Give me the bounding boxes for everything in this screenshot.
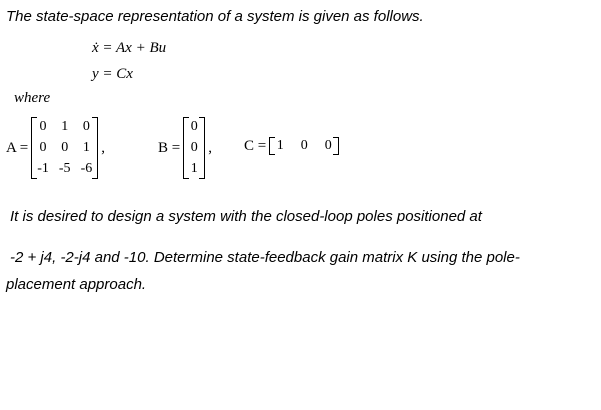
state-equation: ẋ = Ax + Bu xyxy=(92,40,167,56)
matrix-c-label: C = xyxy=(244,137,267,154)
matrix-b-cell: 0 xyxy=(190,119,198,134)
where-label: where xyxy=(14,90,51,106)
problem-line-2: -2 + j4, -2-j4 and -10. Determine state-feedback gain matrix K using the pole- xyxy=(10,249,520,266)
matrix-b-brackets xyxy=(183,117,205,179)
problem-line-3: placement approach. xyxy=(6,276,147,293)
matrix-a-label: A = xyxy=(6,139,29,156)
matrix-a-cell: 0 xyxy=(82,119,90,134)
matrix-a-cell: -5 xyxy=(58,161,71,176)
matrix-c-brackets xyxy=(269,137,339,155)
matrix-a-comma: , xyxy=(101,140,105,156)
intro-text: The state-space representation of a system is given as follows. xyxy=(6,8,424,25)
matrix-c-cell: 0 xyxy=(300,138,308,153)
matrix-a-grid xyxy=(37,119,92,177)
matrix-b-label: B = xyxy=(158,139,181,156)
matrix-a-cell: -1 xyxy=(37,161,49,176)
matrix-a-brackets xyxy=(31,117,98,179)
matrix-a-cell: 1 xyxy=(61,119,69,134)
matrix-c xyxy=(244,137,339,155)
matrix-a-cell: -6 xyxy=(80,161,93,176)
matrix-c-grid xyxy=(275,138,333,154)
matrix-b-cell: 0 xyxy=(190,140,198,155)
matrix-b xyxy=(158,117,212,179)
matrix-c-cell: 0 xyxy=(324,138,332,153)
matrix-b-cell: 1 xyxy=(190,161,198,176)
matrix-b-comma: , xyxy=(208,140,212,156)
matrix-b-grid xyxy=(189,119,199,177)
matrix-a-cell: 0 xyxy=(39,140,47,155)
output-equation: y = Cx xyxy=(92,66,133,82)
matrix-a-cell: 0 xyxy=(39,119,47,134)
matrix-a xyxy=(6,117,105,179)
matrix-a-cell: 1 xyxy=(82,140,90,155)
matrix-a-cell: 0 xyxy=(61,140,69,155)
problem-line-1: It is desired to design a system with the closed-loop poles positioned at xyxy=(10,208,482,225)
matrix-c-cell: 1 xyxy=(276,138,284,153)
